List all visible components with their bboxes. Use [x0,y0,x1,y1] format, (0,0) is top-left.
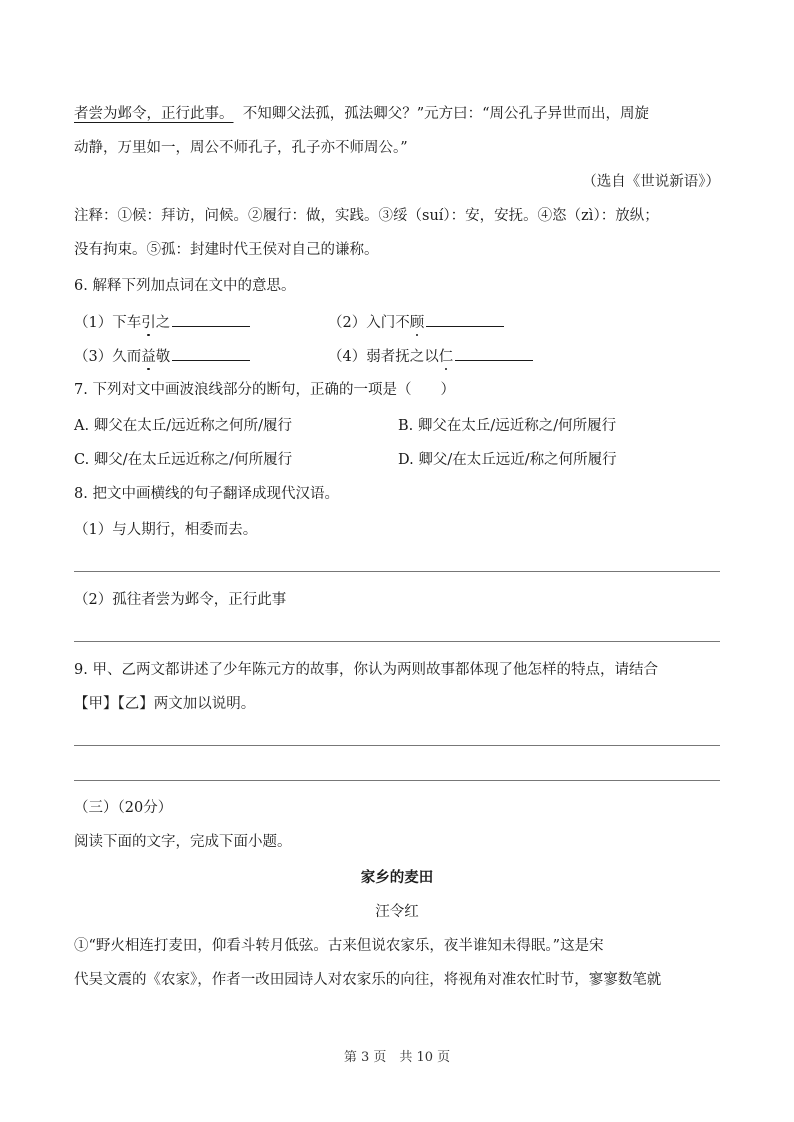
answer-blank[interactable] [455,346,533,361]
passage-line-1 [74,104,649,124]
passage-source: （选自《世说新语》） [582,174,720,190]
notes-line-2: 没有拘束。⑤孤：封建时代王侯对自己的谦称。 [74,242,379,258]
q7-option-b[interactable]: B. 卿父在太丘/远近称之/何所履行 [398,418,617,434]
q6-item-1 [74,312,250,333]
article-title: 家乡的麦田 [360,869,434,886]
q8-item-2: （2）孤往者尝为邺令，正行此事 [74,592,287,608]
answer-line[interactable] [74,780,720,781]
question-8-stem: 8. 把文中画横线的句子翻译成现代汉语。 [74,486,339,502]
question-6-stem: 6. 解释下列加点词在文中的意思。 [74,278,296,294]
article-paragraph-1-line-1: ①“野火相连打麦田，仰看斗转月低弦。古来但说农家乐，夜半谁知未得眠。”这是宋 [74,938,604,954]
q6-item-3-suffix: 敬 [155,349,171,365]
underlined-sentence: 者尝为邺令，正行此事。 [74,106,234,122]
q6-item-2-prefix: （2）入门不 [328,315,410,331]
section-3-heading: （三）（20分） [74,800,173,816]
q8-item-1: （1）与人期行，相委而去。 [74,522,258,538]
q6-item-2 [328,312,504,333]
question-9-line-1: 9. 甲、乙两文都讲述了少年陈元方的故事，你认为两则故事都体现了他怎样的特点，请结合 [74,662,658,678]
article-author: 汪令红 [375,904,419,920]
dotted-word: 仁 [438,349,454,365]
section-3-instruction: 阅读下面的文字，完成下面小题。 [74,834,292,850]
notes-line-1: 注释：①候：拜访，问候。②履行：做，实践。③绥（suí）：安，安抚。④恣（zì）：放纵； [74,208,659,224]
answer-blank[interactable] [426,312,504,327]
dotted-word: 益 [141,349,156,365]
answer-blank[interactable] [172,312,250,327]
answer-line[interactable] [74,571,720,572]
answer-line[interactable] [74,641,720,642]
q6-item-4 [328,346,533,367]
answer-blank[interactable] [172,346,250,361]
q6-item-3 [74,346,250,367]
article-paragraph-1-line-2: 代吴文震的《农家》，作者一改田园诗人对农家乐的向往，将视角对准农忙时节，寥寥数笔就 [74,972,662,988]
question-9-line-2: 【甲】【乙】两文加以说明。 [74,696,256,712]
q6-item-1-suffix: 之 [155,315,171,331]
page-footer: 第 3 页 共 10 页 [343,1050,451,1065]
q7-option-a[interactable]: A. 卿父在太丘/远近称之何所/履行 [74,418,292,434]
question-7-stem: 7. 下列对文中画波浪线部分的断句，正确的一项是（ ） [74,382,455,398]
q6-item-4-prefix: （4）弱者抚之以 [328,349,439,365]
dotted-word: 顾 [409,315,425,331]
q7-option-d[interactable]: D. 卿父/在太丘远近/称之何所履行 [398,452,617,468]
passage-line-2: 动静，万里如一，周公不师孔子，孔子亦不师周公。” [74,140,408,156]
dotted-word: 引 [141,315,156,331]
q6-item-3-prefix: （3）久而 [74,349,142,365]
passage-text: 不知卿父法孤，孤法卿父？”元方曰：“周公孔子异世而出，周旋 [242,106,650,122]
q7-option-c[interactable]: C. 卿父/在太丘远近称之/何所履行 [74,452,293,468]
answer-line[interactable] [74,745,720,746]
q6-item-1-prefix: （1）下车 [74,315,142,331]
